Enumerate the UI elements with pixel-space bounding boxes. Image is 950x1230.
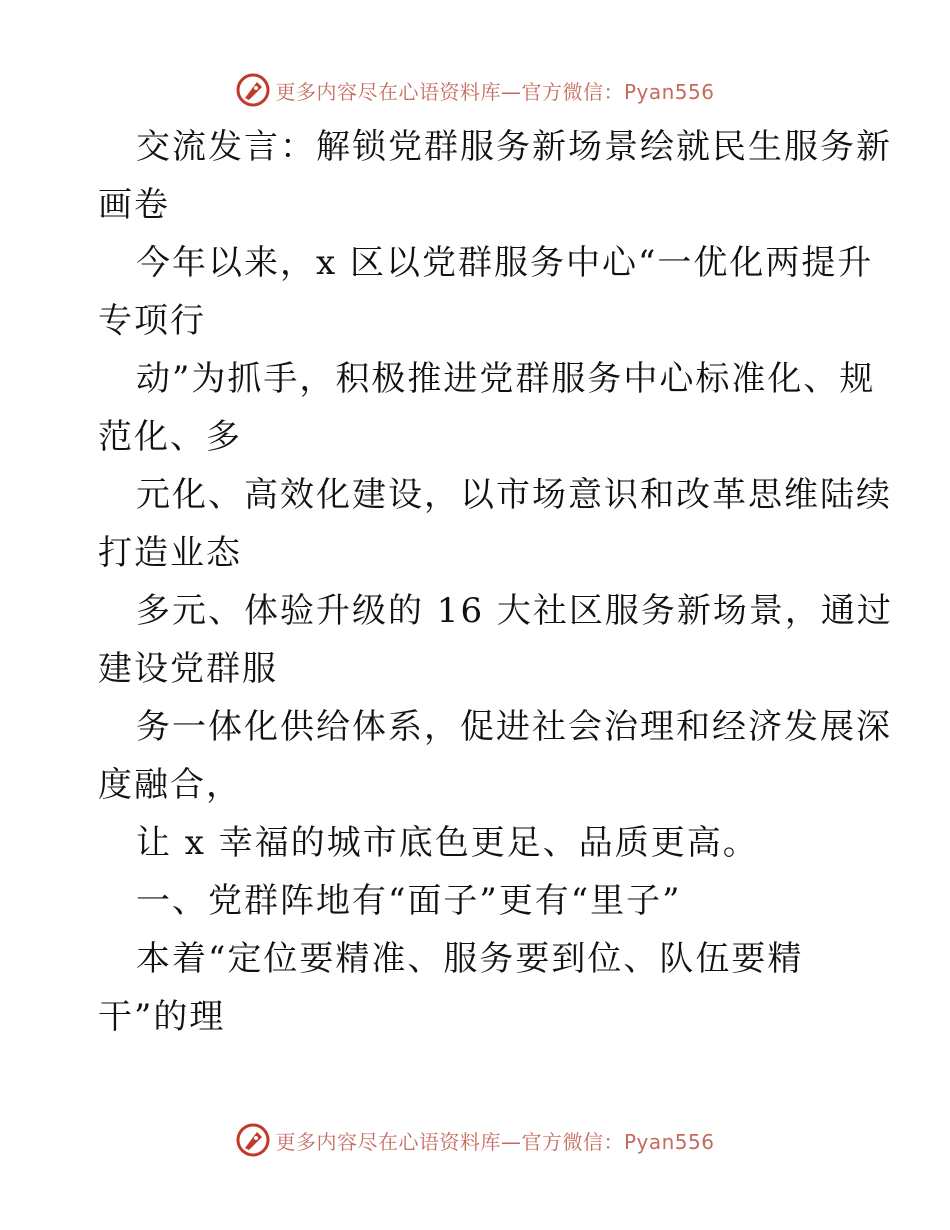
watermark-text: 更多内容尽在心语资料库—官方微信：Pyan556 (275, 79, 715, 104)
header-watermark (0, 70, 950, 110)
paragraph-line: 打造业态 (98, 533, 242, 573)
paragraph-line: 干”的理 (98, 997, 226, 1037)
watermark-text: 更多内容尽在心语资料库—官方微信：Pyan556 (275, 1129, 715, 1154)
footer-watermark (0, 1120, 950, 1160)
document-body (98, 118, 893, 1046)
paragraph-line: 专项行 (98, 301, 206, 341)
paragraph-line: 多元、体验升级的 16 大社区服务新场景，通过 (136, 591, 893, 631)
section-heading: 一、党群阵地有“面子”更有“里子” (136, 881, 682, 921)
pen-nib-logo-icon (235, 72, 271, 108)
pen-nib-logo-icon (235, 1122, 271, 1158)
title-line-1: 交流发言：解锁党群服务新场景绘就民生服务新 (136, 127, 892, 167)
paragraph-line: 度融合， (98, 765, 242, 805)
paragraph-line: 范化、多 (98, 417, 242, 457)
paragraph-line: 让 x 幸福的城市底色更足、品质更高。 (136, 823, 759, 863)
paragraph-line: 建设党群服 (98, 649, 278, 689)
title-line-2: 画卷 (98, 185, 170, 225)
paragraph-line: 今年以来，x 区以党群服务中心“一优化两提升 (136, 243, 874, 283)
paragraph-line: 元化、高效化建设，以市场意识和改革思维陆续 (136, 475, 892, 515)
paragraph-line: 务一体化供给体系，促进社会治理和经济发展深 (136, 707, 892, 747)
paragraph-line: 动”为抓手，积极推进党群服务中心标准化、规 (136, 359, 876, 399)
paragraph-line: 本着“定位要精准、服务要到位、队伍要精 (136, 939, 804, 979)
